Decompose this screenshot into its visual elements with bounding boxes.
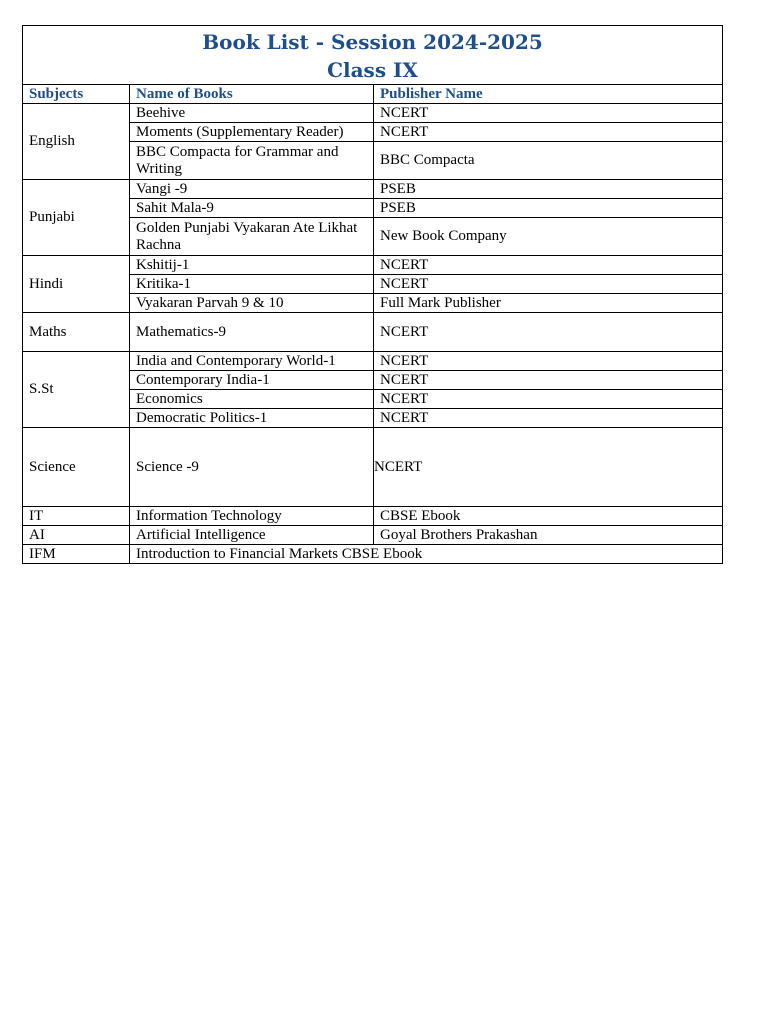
book-cell: India and Contemporary World-1 <box>130 352 374 371</box>
title-row <box>23 26 723 85</box>
subject-cell: AI <box>23 526 130 545</box>
header-books: Name of Books <box>130 85 374 104</box>
book-cell: Golden Punjabi Vyakaran Ate Likhat Rachna <box>130 218 374 256</box>
page-title: Book List - Session 2024-2025 <box>202 30 543 54</box>
subject-cell: IT <box>23 507 130 526</box>
book-cell: Democratic Politics-1 <box>130 409 374 428</box>
table-row <box>23 428 723 507</box>
book-cell: Economics <box>130 390 374 409</box>
publisher-cell: PSEB <box>374 180 723 199</box>
subject-cell: Maths <box>23 313 130 352</box>
publisher-cell: NCERT <box>374 256 723 275</box>
class-title: Class IX <box>327 58 418 82</box>
publisher-cell: New Book Company <box>374 218 723 256</box>
publisher-cell: NCERT <box>374 371 723 390</box>
subject-cell: Hindi <box>23 256 130 313</box>
table-row <box>23 352 723 371</box>
subject-cell: IFM <box>23 545 130 564</box>
subject-cell: S.St <box>23 352 130 428</box>
book-cell: Vyakaran Parvah 9 & 10 <box>130 294 374 313</box>
book-cell: Artificial Intelligence <box>130 526 374 545</box>
publisher-cell: CBSE Ebook <box>374 507 723 526</box>
book-cell: Kritika-1 <box>130 275 374 294</box>
table-row <box>23 256 723 275</box>
publisher-cell: NCERT <box>374 123 723 142</box>
publisher-cell: PSEB <box>374 199 723 218</box>
publisher-cell: NCERT <box>374 352 723 371</box>
publisher-cell: NCERT <box>374 275 723 294</box>
subject-cell: English <box>23 104 130 180</box>
table-row <box>23 545 723 564</box>
publisher-cell: NCERT <box>374 428 723 507</box>
header-publisher: Publisher Name <box>374 85 723 104</box>
book-cell: Kshitij-1 <box>130 256 374 275</box>
header-subjects: Subjects <box>23 85 130 104</box>
title-cell <box>23 26 723 85</box>
book-cell: BBC Compacta for Grammar and Writing <box>130 142 374 180</box>
table-row <box>23 313 723 352</box>
book-list-table <box>22 25 723 564</box>
publisher-cell: Goyal Brothers Prakashan <box>374 526 723 545</box>
book-cell: Mathematics-9 <box>130 313 374 352</box>
publisher-cell: Full Mark Publisher <box>374 294 723 313</box>
book-cell: Moments (Supplementary Reader) <box>130 123 374 142</box>
subject-cell: Punjabi <box>23 180 130 256</box>
publisher-cell: NCERT <box>374 313 723 352</box>
book-cell: Information Technology <box>130 507 374 526</box>
table-row <box>23 526 723 545</box>
subject-cell: Science <box>23 428 130 507</box>
book-cell: Science -9 <box>130 428 374 507</box>
book-cell: Contemporary India-1 <box>130 371 374 390</box>
book-cell: Sahit Mala-9 <box>130 199 374 218</box>
publisher-cell: BBC Compacta <box>374 142 723 180</box>
table-row <box>23 507 723 526</box>
table-row <box>23 104 723 123</box>
merged-book-cell: Introduction to Financial Markets CBSE Ebook <box>130 545 723 564</box>
publisher-cell: NCERT <box>374 409 723 428</box>
table-row <box>23 180 723 199</box>
publisher-cell: NCERT <box>374 104 723 123</box>
header-row <box>23 85 723 104</box>
book-cell: Vangi -9 <box>130 180 374 199</box>
book-cell: Beehive <box>130 104 374 123</box>
publisher-cell: NCERT <box>374 390 723 409</box>
